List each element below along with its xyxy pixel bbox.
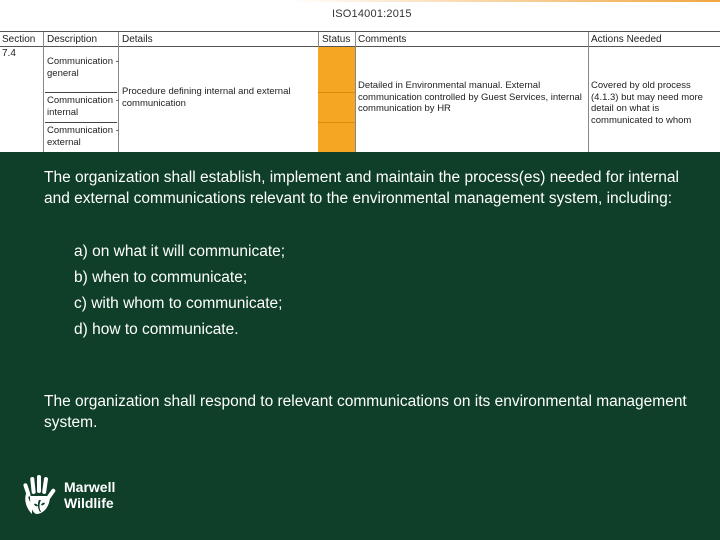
header-comments: Comments xyxy=(358,34,407,45)
col-divider xyxy=(355,32,356,152)
list-item: c) with whom to communicate; xyxy=(74,295,283,312)
logo-wordmark xyxy=(64,479,115,511)
header-details: Details xyxy=(122,34,153,45)
header-bottom-line xyxy=(0,46,720,47)
requirements-table xyxy=(0,0,720,152)
standard-title: ISO14001:2015 xyxy=(332,8,412,20)
actions-cell: Covered by old process (4.1.3) but may need more detail on what is communicated to whom xyxy=(591,80,703,126)
handprint-icon xyxy=(22,474,58,516)
header-section: Section xyxy=(2,34,36,45)
content-panel xyxy=(0,152,720,540)
description-internal: Communication - internal xyxy=(47,95,119,118)
section-number: 7.4 xyxy=(2,48,16,59)
intro-paragraph: The organization shall establish, implement and maintain the process(es) needed for internal and external communications relevant to the environmental management system, including: xyxy=(44,169,679,207)
marwell-logo xyxy=(22,474,115,516)
list-item: d) how to communicate. xyxy=(74,321,239,338)
closing-paragraph: The organization shall respond to relevant communications on its environmental management system. xyxy=(44,393,687,431)
status-indicator xyxy=(318,47,355,152)
logo-line-2: Wildlife xyxy=(64,495,114,511)
list-item: a) on what it will communicate; xyxy=(74,243,286,260)
description-general: Communication - general xyxy=(47,56,119,79)
requirements-list xyxy=(74,239,285,343)
header-actions: Actions Needed xyxy=(591,34,662,45)
comments-cell: Detailed in Environmental manual. External communication controlled by Guest Services, internal communication by HR xyxy=(358,80,582,114)
header-top-line xyxy=(0,31,720,32)
col-divider xyxy=(43,32,44,152)
row-divider xyxy=(45,122,117,123)
header-status: Status xyxy=(322,34,351,45)
description-external: Communication - external xyxy=(47,125,119,148)
logo-line-1: Marwell xyxy=(64,479,116,495)
col-divider xyxy=(588,32,589,152)
top-rule xyxy=(0,0,720,2)
header-description: Description xyxy=(47,34,98,45)
details-cell: Procedure defining internal and external communication xyxy=(122,86,291,109)
list-item: b) when to communicate; xyxy=(74,269,248,286)
status-separator xyxy=(318,92,355,93)
row-divider xyxy=(45,92,117,93)
status-separator xyxy=(318,122,355,123)
